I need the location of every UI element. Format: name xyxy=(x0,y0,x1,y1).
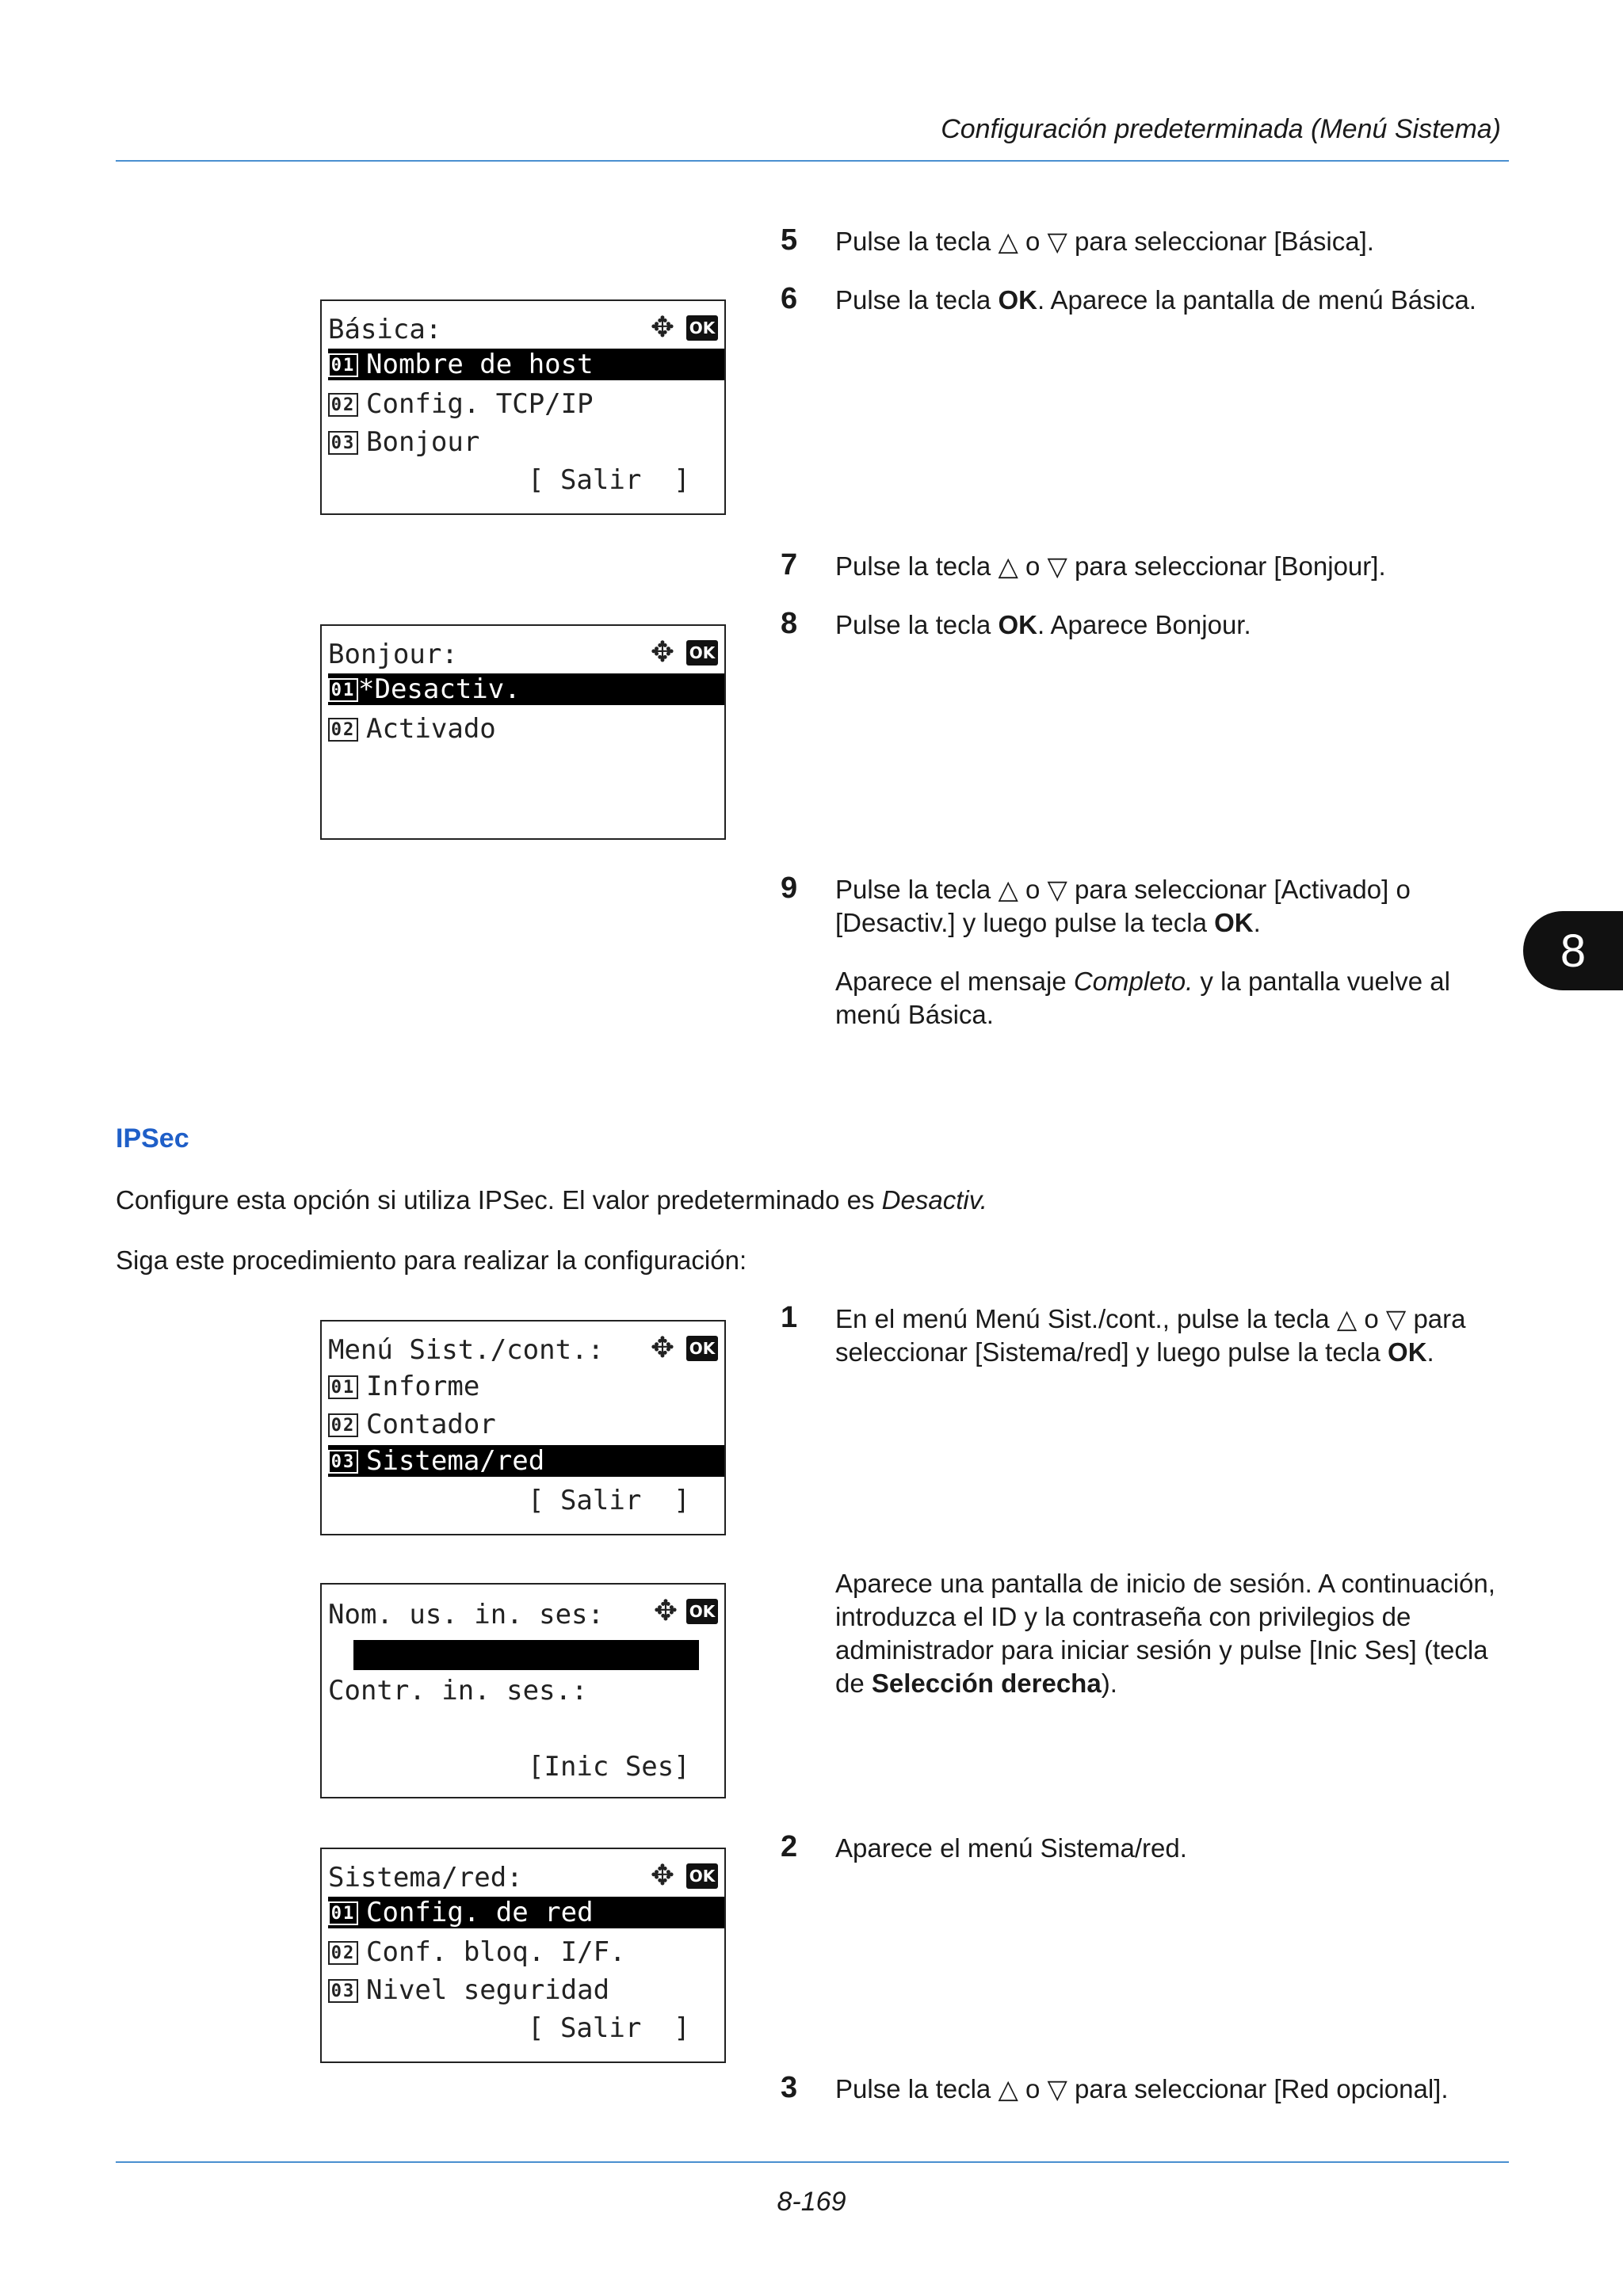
panel-title: Nom. us. in. ses: xyxy=(328,1599,604,1630)
step-number: 8 xyxy=(781,607,798,640)
section-paragraph: Configure esta opción si utiliza IPSec. El valor predeterminado es Desactiv. xyxy=(116,1185,987,1215)
panel-title: Bonjour: xyxy=(328,639,458,670)
four-way-arrow-icon: ✥ xyxy=(653,1595,678,1627)
step-text: En el menú Menú Sist./cont., pulse la tecla △ o ▽ para seleccionar [Sistema/red] y luego pulse la tecla OK. xyxy=(835,1304,1466,1367)
username-input[interactable] xyxy=(353,1640,699,1670)
step-text: Pulse la tecla OK. Aparece Bonjour. xyxy=(835,610,1251,639)
ok-key-icon: OK xyxy=(686,640,718,666)
step-text: Aparece el menú Sistema/red. xyxy=(835,1833,1187,1863)
menu-item[interactable]: 01 Informe xyxy=(328,1371,724,1402)
lcd-panel-bonjour xyxy=(320,624,726,840)
ok-key-icon: OK xyxy=(686,315,718,341)
lcd-panel-login xyxy=(320,1583,726,1798)
menu-item[interactable]: 03 Nivel seguridad xyxy=(328,1974,724,2006)
menu-item[interactable]: 01 Config. de red xyxy=(328,1897,724,1928)
panel-title: Básica: xyxy=(328,314,442,345)
lcd-panel-sistema-red xyxy=(320,1848,726,2063)
exit-softkey[interactable]: [ Salir ] xyxy=(528,1485,690,1516)
four-way-arrow-icon: ✥ xyxy=(650,636,675,669)
section-heading: IPSec xyxy=(116,1123,189,1154)
step-number: 2 xyxy=(781,1830,798,1863)
footer-rule xyxy=(116,2161,1509,2163)
login-softkey[interactable]: [Inic Ses] xyxy=(528,1751,690,1783)
menu-item[interactable]: 01 *Desactiv. xyxy=(328,673,724,705)
page-header-title: Configuración predeterminada (Menú Sistema) xyxy=(941,114,1501,144)
chapter-tab: 8 xyxy=(1523,911,1623,990)
four-way-arrow-icon: ✥ xyxy=(650,1859,675,1892)
menu-item[interactable]: 01 Nombre de host xyxy=(328,349,724,380)
ok-key-icon: OK xyxy=(686,1599,718,1624)
four-way-arrow-icon: ✥ xyxy=(650,1332,675,1364)
step-text: Pulse la tecla △ o ▽ para seleccionar [Básica]. xyxy=(835,227,1374,256)
exit-softkey[interactable]: [ Salir ] xyxy=(528,464,690,496)
page-number: 8-169 xyxy=(777,2187,846,2217)
ok-key-icon: OK xyxy=(686,1863,718,1889)
ok-key-icon: OK xyxy=(686,1336,718,1361)
step-text: Pulse la tecla △ o ▽ para seleccionar [Activado] o [Desactiv.] y luego pulse la tecla OK. xyxy=(835,875,1411,937)
step-number: 3 xyxy=(781,2071,798,2104)
step-number: 5 xyxy=(781,223,798,257)
step-number: 6 xyxy=(781,282,798,315)
panel-title: Menú Sist./cont.: xyxy=(328,1334,604,1366)
lcd-panel-menu-sist xyxy=(320,1320,726,1535)
password-label: Contr. in. ses.: xyxy=(328,1675,588,1707)
lcd-panel-basica xyxy=(320,299,726,515)
menu-item[interactable]: 03 Bonjour xyxy=(328,426,724,458)
menu-item[interactable]: 02 Activado xyxy=(328,713,724,745)
menu-item[interactable]: 02 Config. TCP/IP xyxy=(328,388,724,420)
exit-softkey[interactable]: [ Salir ] xyxy=(528,2012,690,2044)
step-number: 7 xyxy=(781,548,798,582)
section-paragraph: Siga este procedimiento para realizar la configuración: xyxy=(116,1245,747,1275)
panel-title: Sistema/red: xyxy=(328,1862,523,1894)
menu-item[interactable]: 02 Conf. bloq. I/F. xyxy=(328,1936,724,1968)
menu-item[interactable]: 03 Sistema/red xyxy=(328,1445,724,1477)
four-way-arrow-icon: ✥ xyxy=(650,311,675,344)
step-text: Pulse la tecla △ o ▽ para seleccionar [Red opcional]. xyxy=(835,2074,1449,2103)
header-rule xyxy=(116,160,1509,162)
login-note: Aparece una pantalla de inicio de sesión. A continuación, introduzca el ID y la contraseña con privilegios de administrador para iniciar sesión y pulse [Inic Ses] (tecla de Selección derecha). xyxy=(835,1569,1495,1698)
step-text: Pulse la tecla △ o ▽ para seleccionar [Bonjour]. xyxy=(835,551,1386,581)
step-number: 9 xyxy=(781,871,798,905)
menu-item[interactable]: 02 Contador xyxy=(328,1409,724,1440)
step-text: Pulse la tecla OK. Aparece la pantalla de menú Básica. xyxy=(835,285,1476,315)
step-number: 1 xyxy=(781,1301,798,1334)
step-note: Aparece el mensaje Completo. y la pantalla vuelve al menú Básica. xyxy=(835,967,1450,1029)
